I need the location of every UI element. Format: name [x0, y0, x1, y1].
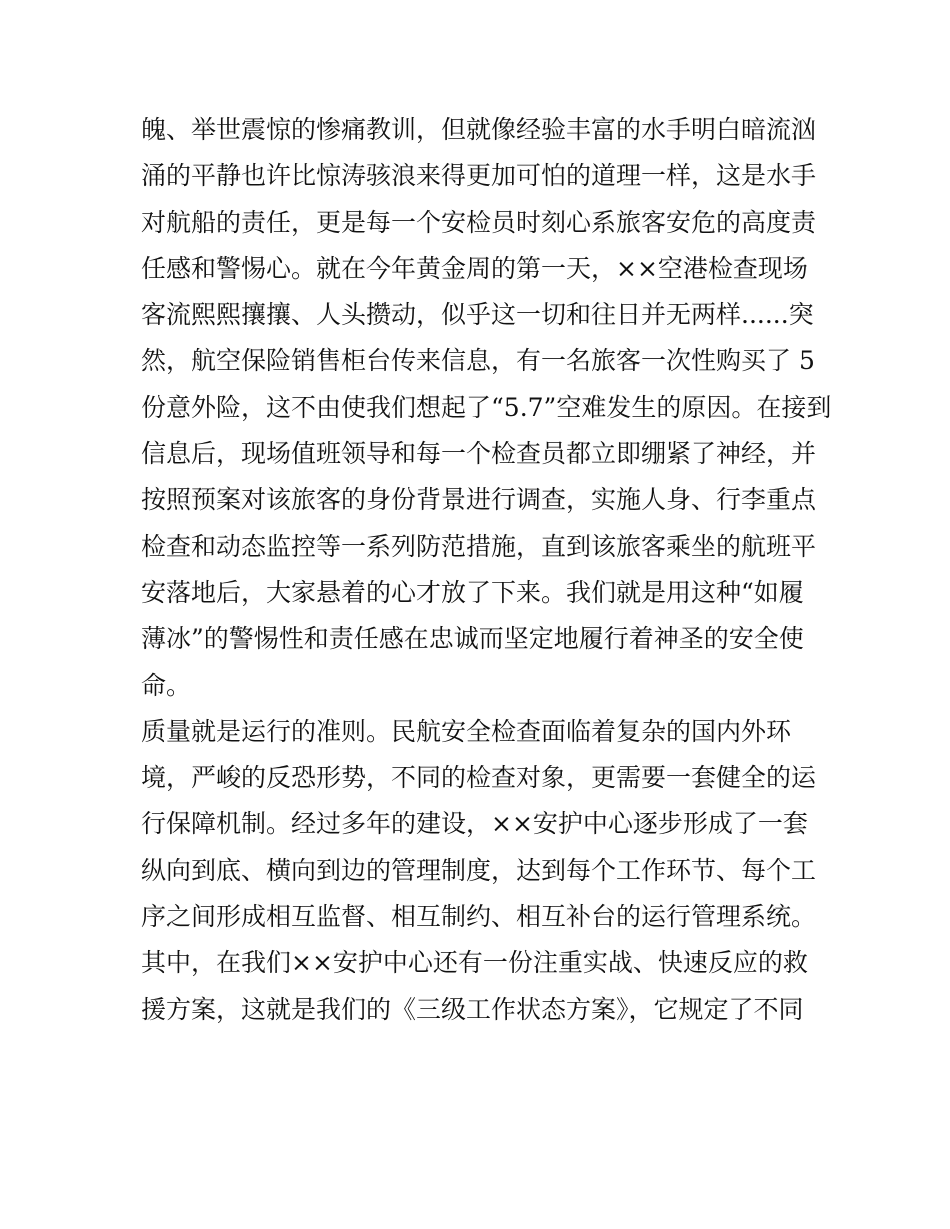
text-line: 任感和警惕心。就在今年黄金周的第一天，××空港检查现场: [141, 253, 808, 283]
text-line: 质量就是运行的准则。民航安全检查面临着复杂的国内外环: [141, 716, 792, 746]
text-line: 命。: [141, 670, 192, 700]
text-line: 纵向到底、横向到边的管理制度，达到每个工作环节、每个工: [141, 855, 817, 885]
text-line: 境，严峻的反恐形势，不同的检查对象，更需要一套健全的运: [141, 763, 817, 793]
text-line: 行保障机制。经过多年的建设，××安护中心逐步形成了一套: [141, 809, 808, 839]
text-line: 对航船的责任，更是每一个安检员时刻心系旅客安危的高度责: [141, 207, 817, 237]
text-line: 信息后，现场值班领导和每一个检查员都立即绷紧了神经，并: [141, 439, 817, 469]
text-line: 涌的平静也许比惊涛骇浪来得更加可怕的道理一样，这是水手: [141, 161, 817, 191]
text-line: 薄冰”的警惕性和责任感在忠诚而坚定地履行着神圣的安全使: [141, 624, 804, 654]
body-text: [141, 107, 832, 1033]
text-line: 客流熙熙攘攘、人头攒动，似乎这一切和往日并无两样......突: [141, 300, 814, 330]
text-line: 魄、举世震惊的惨痛教训，但就像经验丰富的水手明白暗流汹: [141, 115, 817, 144]
text-line: 序之间形成相互监督、相互制约、相互补台的运行管理系统。: [141, 902, 817, 932]
text-line: 援方案，这就是我们的《三级工作状态方案》，它规定了不同: [141, 994, 804, 1024]
text-line: 安落地后，大家悬着的心才放了下来。我们就是用这种“如履: [141, 577, 804, 607]
text-line: 按照预案对该旅客的身份背景进行调查，实施人身、行李重点: [141, 485, 817, 515]
text-line: 然，航空保险销售柜台传来信息，有一名旅客一次性购买了 5: [141, 346, 815, 376]
text-line: 份意外险，这不由使我们想起了“5.7”空难发生的原因。在接到: [141, 392, 832, 422]
text-line: 其中，在我们××安护中心还有一份注重实战、快速反应的救: [141, 948, 808, 978]
text-line: 检查和动态监控等一系列防范措施，直到该旅客乘坐的航班平: [141, 531, 817, 561]
